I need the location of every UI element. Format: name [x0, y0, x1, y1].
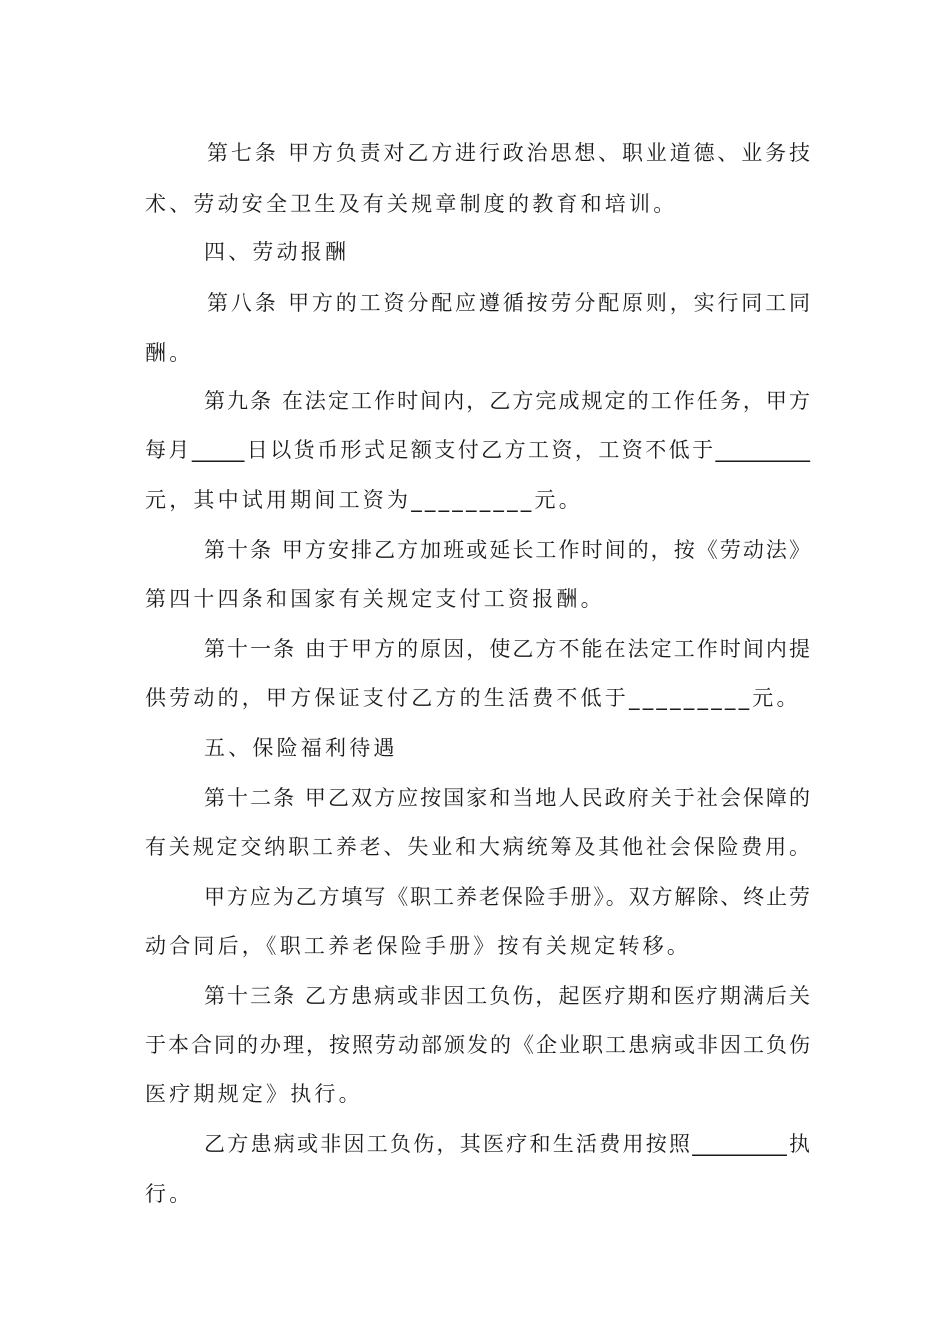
- paragraph-line: 甲方应为乙方填写《职工养老保险手册》。双方解除、终止劳: [204, 885, 810, 909]
- paragraph-line: 于本合同的办理，按照劳动部颁发的《企业职工患病或非因工负伤: [145, 1033, 810, 1057]
- paragraph-line: 第八条 甲方的工资分配应遵循按劳分配原则，实行同工同: [207, 291, 810, 315]
- paragraph-line: 酬。: [145, 341, 194, 365]
- paragraph-line: 行。: [145, 1182, 194, 1206]
- paragraph-line: 第十一条 由于甲方的原因，使乙方不能在法定工作时间内提: [204, 637, 810, 661]
- paragraph-line: 供劳动的，甲方保证支付乙方的生活费不低于_________元。: [145, 686, 801, 710]
- paragraph-line: 有关规定交纳职工养老、失业和大病统筹及其他社会保险费用。: [145, 835, 810, 859]
- section-heading: 四、劳动报酬: [204, 240, 350, 264]
- paragraph-line: 第十三条 乙方患病或非因工负伤，起医疗期和医疗期满后关: [204, 984, 810, 1008]
- paragraph-line: 元，其中试用期间工资为_________元。: [145, 488, 583, 512]
- paragraph-line: 乙方患病或非因工负伤，其医疗和生活费用按照_________执: [204, 1132, 810, 1156]
- paragraph-line: 第十二条 甲乙双方应按国家和当地人民政府关于社会保障的: [204, 786, 810, 810]
- paragraph-line: 动合同后，《职工养老保险手册》按有关规定转移。: [145, 934, 692, 958]
- paragraph-line: 第四十四条和国家有关规定支付工资报酬。: [145, 587, 605, 611]
- paragraph-line: 第十条 甲方安排乙方加班或延长工作时间的，按《劳动法》: [204, 538, 810, 562]
- paragraph-line: 每月_____日以货币形式足额支付乙方工资，工资不低于_________: [145, 438, 810, 462]
- paragraph-line: 第九条 在法定工作时间内，乙方完成规定的工作任务，甲方: [204, 389, 810, 413]
- paragraph-line: 医疗期规定》执行。: [145, 1082, 363, 1106]
- paragraph-line: 术、劳动安全卫生及有关规章制度的教育和培训。: [145, 192, 678, 216]
- section-heading: 五、保险福利待遇: [204, 736, 398, 760]
- paragraph-line: 第七条 甲方负责对乙方进行政治思想、职业道德、业务技: [207, 141, 810, 165]
